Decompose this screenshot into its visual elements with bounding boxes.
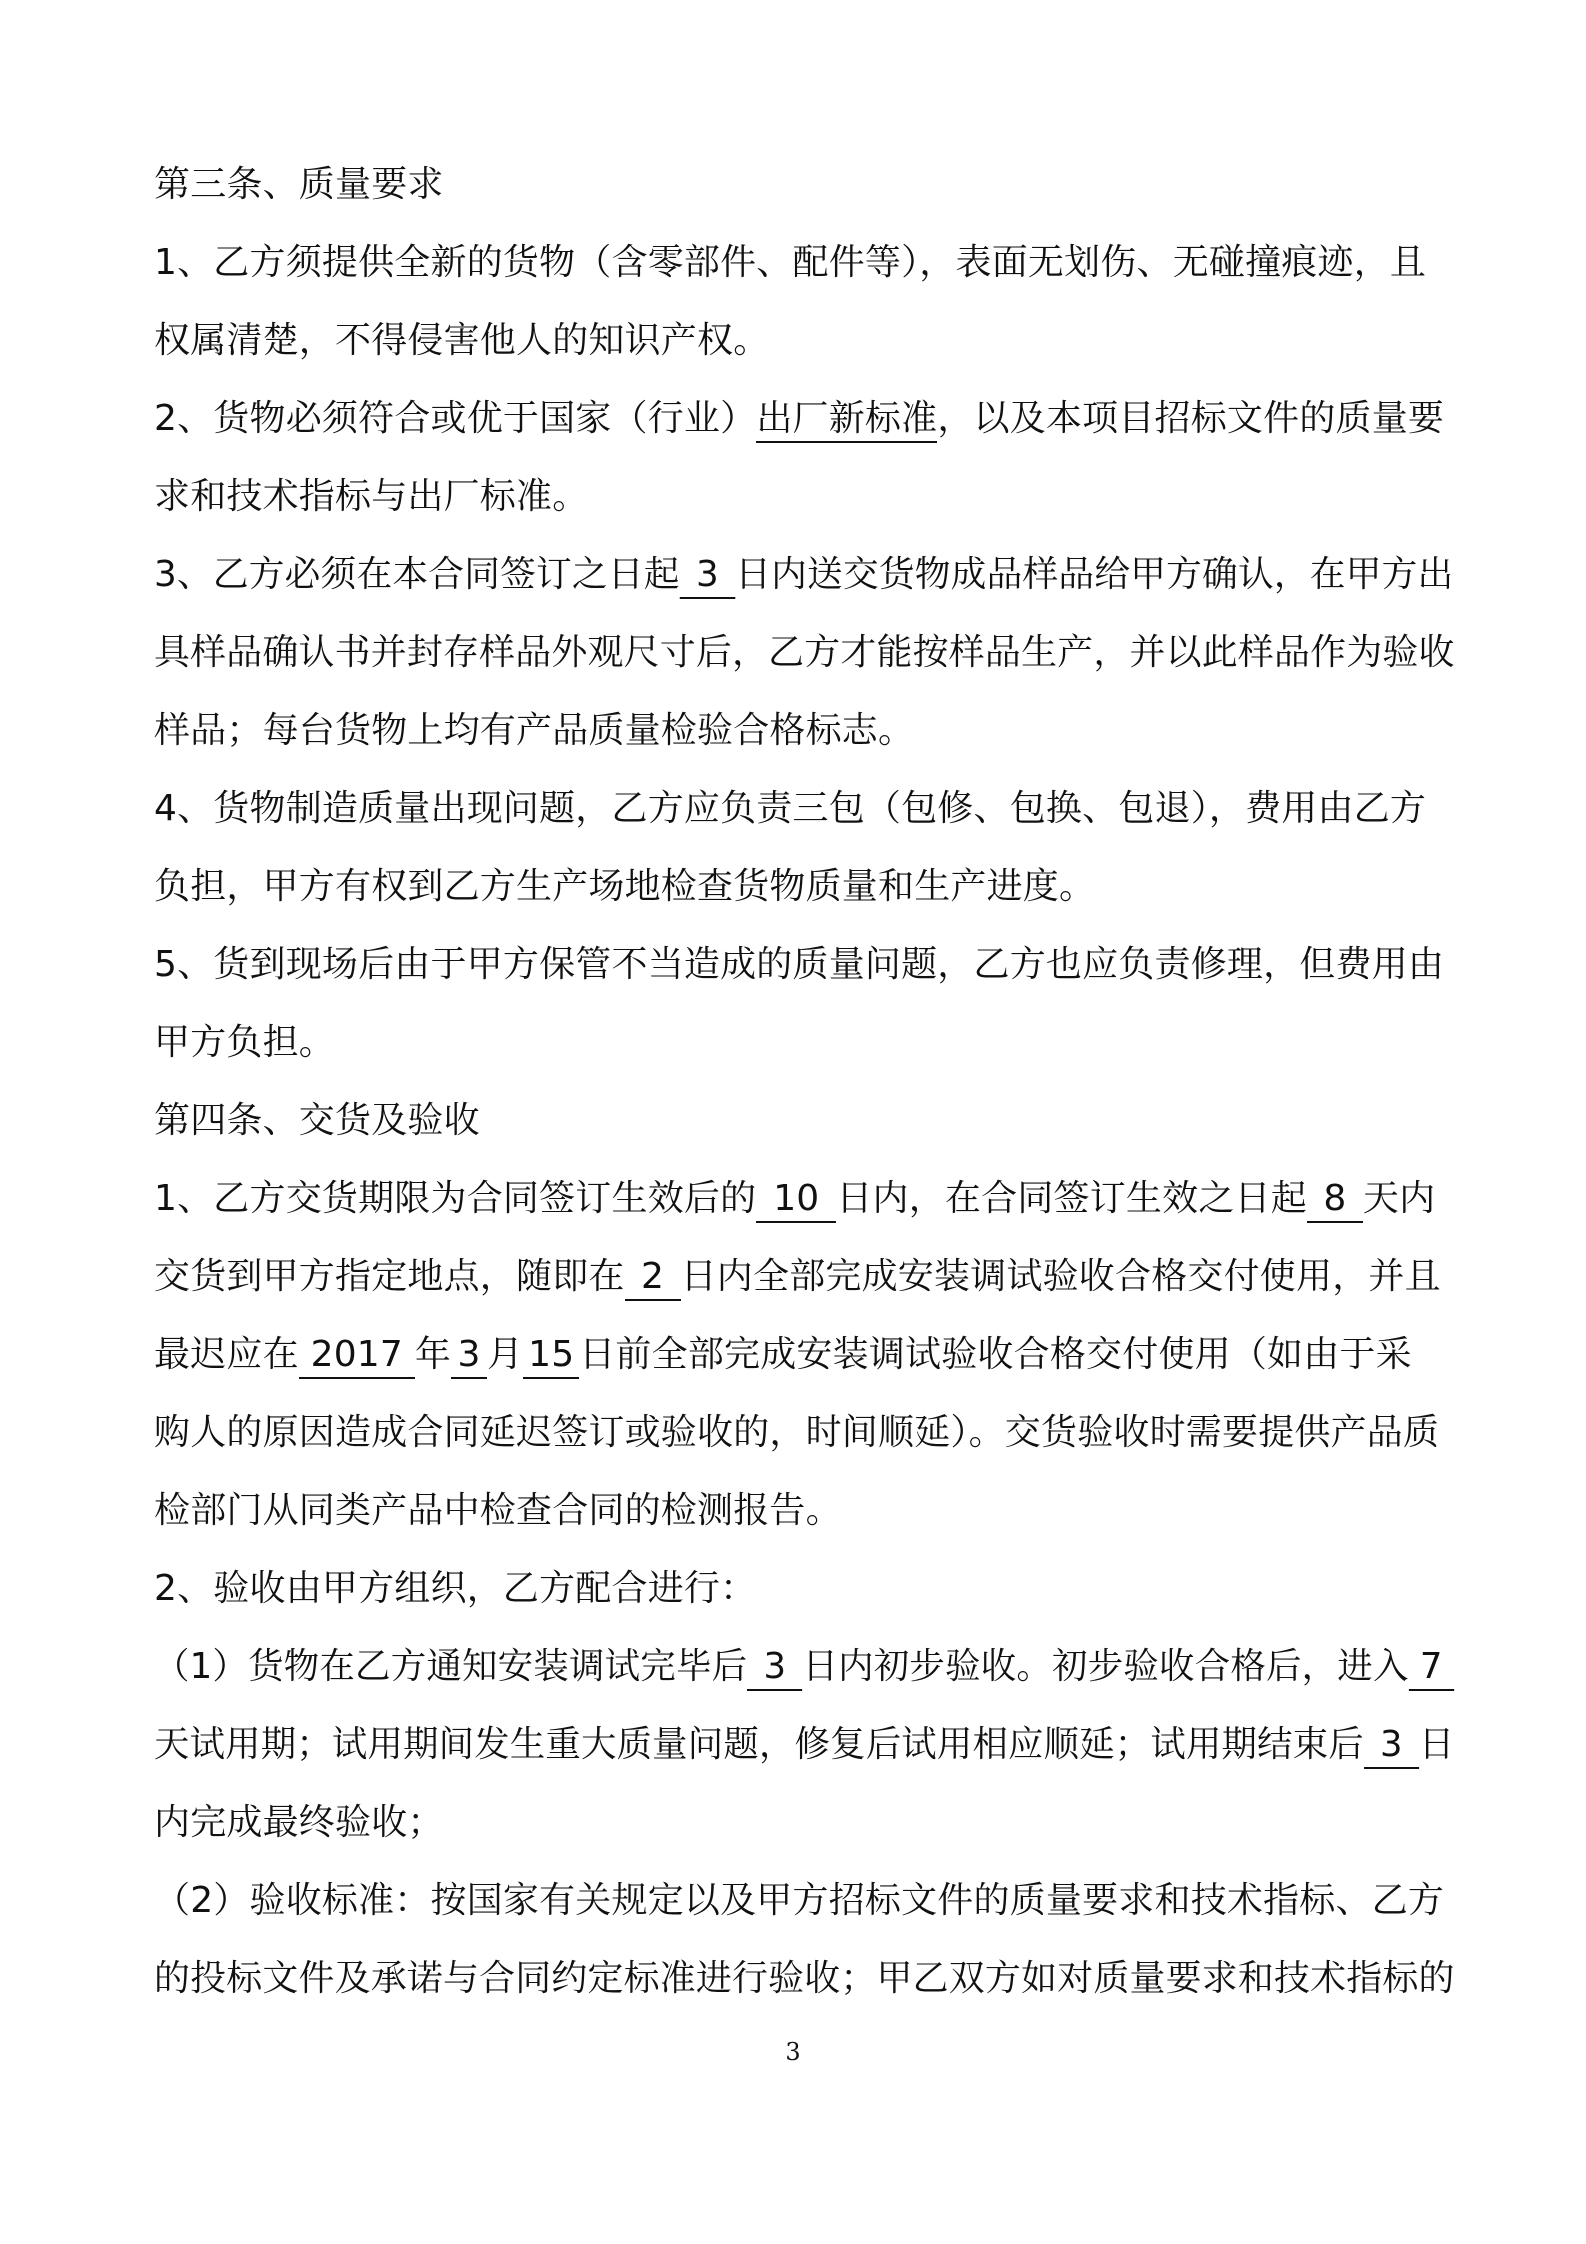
filled-blank: 8 [1307,1177,1363,1223]
text-segment: 3、乙方必须在本合同签订之日起 [154,554,680,595]
paragraph-line [154,394,1454,444]
filled-blank: 7 [1409,1645,1454,1691]
paragraph-line [154,1252,1454,1302]
paragraph-line: 甲方负担。 [154,1022,336,1063]
text-segment: 日内，在合同签订生效之日起 [836,1178,1307,1219]
text-segment: 年 [414,1334,452,1375]
paragraph-line: 4、货物制造质量出现问题，乙方应负责三包（包修、包换、包退），费用由乙方 [154,788,1427,829]
filled-blank: 15 [523,1333,579,1379]
paragraph-line: 内完成最终验收； [154,1802,444,1843]
text-segment: 1、乙方交货期限为合同签订生效后的 [154,1178,757,1219]
page-number: 3 [785,2038,801,2066]
text-segment: 2、货物必须符合或优于国家（行业） [154,398,757,439]
text-segment: 天试用期；试用期间发生重大质量问题，修复后试用相应顺延；试用期结束后 [154,1724,1364,1765]
filled-blank: 3 [680,553,736,599]
paragraph-line [154,1642,1443,1692]
paragraph-line: 5、货到现场后由于甲方保管不当造成的质量问题，乙方也应负责修理，但费用由 [154,944,1445,985]
paragraph-line: （2）验收标准：按国家有关规定以及甲方招标文件的质量要求和技术指标、乙方 [154,1880,1445,1921]
filled-blank: 2017 [299,1333,415,1379]
filled-blank: 10 [756,1177,836,1223]
text-segment: 天内 [1362,1178,1436,1219]
paragraph-line: 求和技术指标与出厂标准。 [154,476,589,517]
text-segment: 最迟应在 [154,1334,299,1375]
paragraph-line [154,1174,1454,1224]
text-segment: （1）货物在乙方通知安装调试完毕后 [154,1646,748,1687]
paragraph-line: 样品；每台货物上均有产品质量检验合格标志。 [154,710,915,751]
paragraph-line [154,550,1454,600]
text-segment: 日内全部完成安装调试验收合格交付使用，并且 [680,1256,1441,1297]
filled-blank: 3 [1364,1723,1419,1769]
article-4-heading: 第四条、交货及验收 [154,1100,480,1141]
text-segment: 日内初步验收。初步验收合格后，进入 [802,1646,1409,1687]
paragraph-line: 负担，甲方有权到乙方生产场地检查货物质量和生产进度。 [154,866,1096,907]
text-segment: 日 [1418,1724,1455,1765]
filled-blank: 3 [451,1333,487,1379]
paragraph-line: 2、验收由甲方组织，乙方配合进行： [154,1568,757,1609]
paragraph-line: 1、乙方须提供全新的货物（含零部件、配件等），表面无划伤、无碰撞痕迹，且 [154,242,1427,283]
paragraph-line: 检部门从同类产品中检查合同的检测报告。 [154,1490,842,1531]
text-segment: 月 [487,1334,524,1375]
paragraph-line: 具样品确认书并封存样品外观尺寸后，乙方才能按样品生产，并以此样品作为验收 [154,632,1455,673]
paragraph-line [154,1330,1454,1380]
text-segment: 交货到甲方指定地点，随即在 [154,1256,625,1297]
text-segment: ，以及本项目招标文件的质量要 [937,398,1445,439]
filled-blank: 2 [625,1255,681,1301]
text-segment: 日内送交货物成品样品给甲方确认，在甲方出 [735,554,1454,595]
filled-blank: 出厂新标准 [756,397,937,443]
text-segment: 日前全部完成安装调试验收合格交付使用（如由于采 [579,1334,1412,1375]
paragraph-line: 购人的原因造成合同延迟签订或验收的，时间顺延）。交货验收时需要提供产品质 [154,1412,1440,1453]
paragraph-line: 权属清楚，不得侵害他人的知识产权。 [154,320,770,361]
paragraph-line: 的投标文件及承诺与合同约定标准进行验收；甲乙双方如对质量要求和技术指标的 [154,1958,1455,1999]
filled-blank: 3 [747,1645,802,1691]
paragraph-line [154,1720,1455,1770]
article-3-heading: 第三条、质量要求 [154,164,444,205]
